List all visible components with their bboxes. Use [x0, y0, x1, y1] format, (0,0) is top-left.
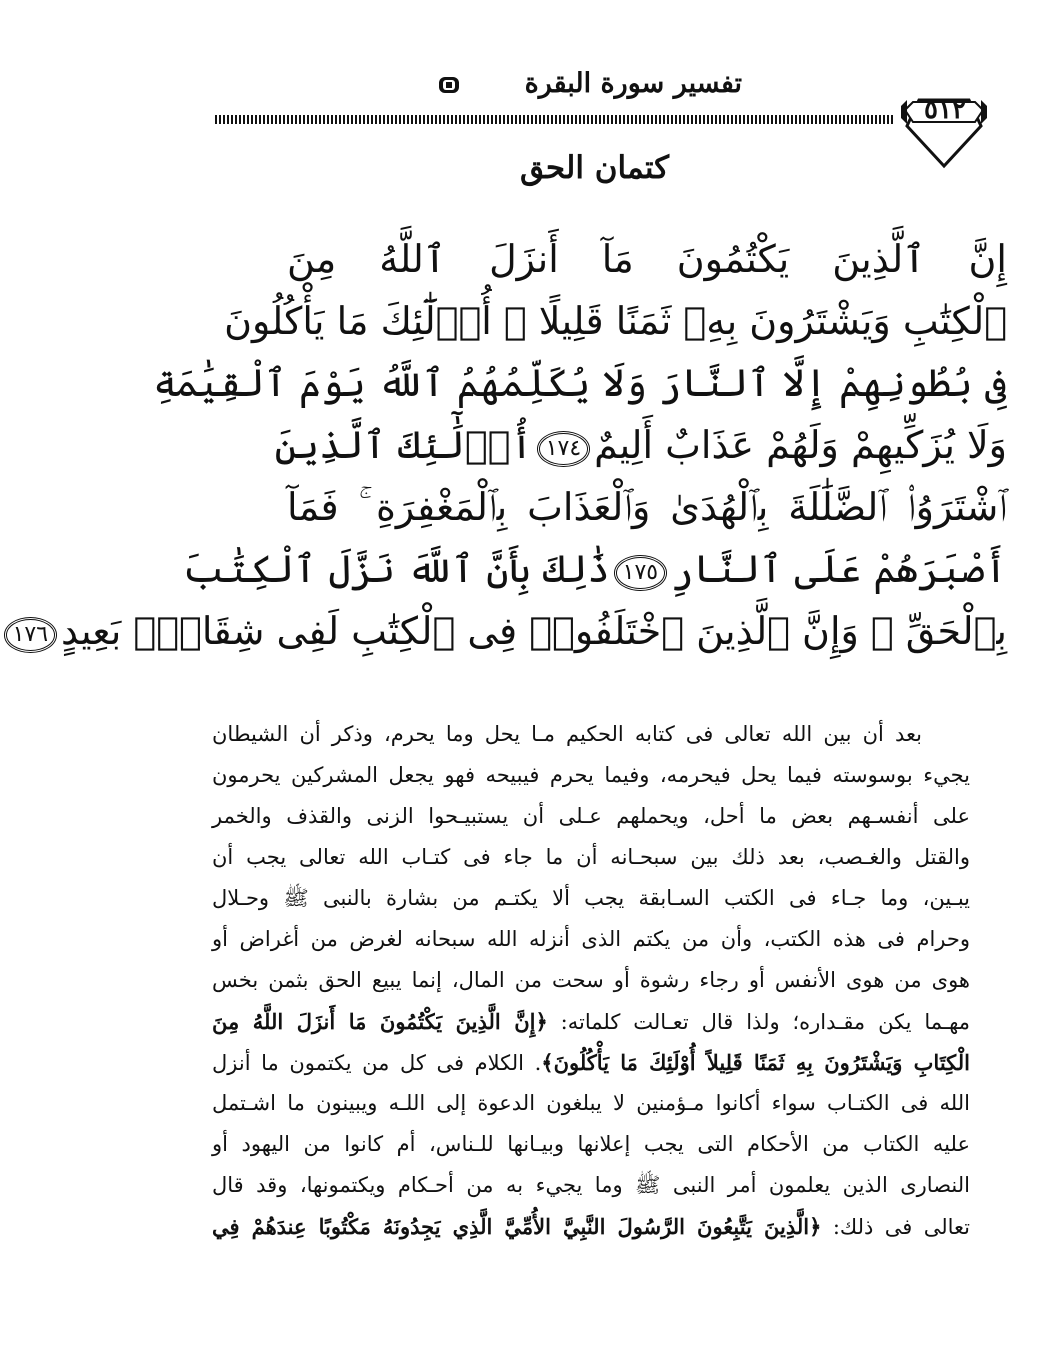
- verse-line: أَصْبَرَهُمْ عَلَى ٱلنَّارِ١٧٥ذَٰلِكَ بِأَنَّ ٱللَّهَ نَزَّلَ ٱلْكِتَٰبَ: [182, 547, 1007, 591]
- ayah-number-mark: ١٧٥: [614, 555, 667, 591]
- commentary-text: [212, 714, 970, 1247]
- paragraph-line: يجيء بوسوسته فيما يحل فيحرمه، وفيما يحرم فيبيحه فهو يجعل المشركين يحرمون: [212, 763, 970, 787]
- paragraph-line: مهـما يكن مقـداره؛ ولذا قال تعـالت كلماته: ﴿إِنَّ الَّذِينَ يَكْتُمُونَ مَا أَنزَلَ اللَّهُ مِنَ: [212, 1009, 970, 1034]
- ornament-icon: [437, 74, 461, 96]
- verse-line: فِى بُطُونِهِمْ إِلَّا ٱلنَّارَ وَلَا يُكَلِّمُهُمُ ٱللَّهُ يَوْمَ ٱلْقِيَٰمَةِ: [153, 361, 1007, 405]
- ayah-number-mark: ١٧٦: [4, 617, 57, 653]
- paragraph-line: تعالى فى ذلك: ﴿الَّذِينَ يَتَّبِعُونَ الرَّسُولَ النَّبِيَّ الأُمِّيَّ الَّذِي يَجِدُونَهُ مَكْتُوبًا عِندَهُمْ فِي: [212, 1214, 970, 1239]
- header-rule: [215, 115, 895, 124]
- paragraph-line: النصارى الذين يعلمون أمر النبى ﷺ وما يجيء به من أحـكام ويكتمونها، وقد قال: [212, 1173, 970, 1197]
- paragraph-line: وحرام فى هذه الكتب، وأن من يكتم الذى أنزله الله سبحانه لغرض من أغراض أو: [212, 927, 970, 951]
- quran-verse-block: [12, 228, 1007, 662]
- quran-quote: الْكِتَابِ وَيَشْتَرُونَ بِهِ ثَمَنًا قَلِيلاً أُوْلَئِكَ مَا يَأْكُلُونَ﴾: [541, 1050, 970, 1075]
- section-title: كتمان الحق: [520, 150, 669, 186]
- quran-quote: ﴿الَّذِينَ يَتَّبِعُونَ الرَّسُولَ النَّبِيَّ الأُمِّيَّ الَّذِي يَجِدُونَهُ مَكْتُوبًا عِندَهُمْ فِي: [212, 1214, 822, 1239]
- verse-line: ٱلْكِتَٰبِ وَيَشْتَرُونَ بِهِۦ ثَمَنًا قَلِيلًا ۙ أُو۟لَٰٓئِكَ مَا يَأْكُلُونَ: [224, 299, 1007, 343]
- paragraph-line: الْكِتَابِ وَيَشْتَرُونَ بِهِ ثَمَنًا قَلِيلاً أُوْلَئِكَ مَا يَأْكُلُونَ﴾. الكلام فى كل من يكتمون ما أنزل: [212, 1050, 970, 1075]
- paragraph-line: الله فى الكتـاب سواء أكانوا مـؤمنين لا يبلغون الدعوة إلى اللـه ويبينون ما اشـتمل: [212, 1091, 970, 1115]
- quran-quote: ﴿إِنَّ الَّذِينَ يَكْتُمُونَ مَا أَنزَلَ اللَّهُ مِنَ: [212, 1009, 548, 1034]
- paragraph-line: على أنفسـهم بعض ما أحل، ويحملهم عـلى أن يستبيـحوا الزنى والقذف والخمر: [212, 804, 970, 828]
- paragraph-line: هوى من هوى الأنفس أو رجاء رشوة أو سحت من المال، إنما يبيع الحق بثمن بخس: [212, 968, 970, 992]
- paragraph-line: والقتل والغـصب، بعد ذلك بين سبحـانه أن ما جاء فى كتـاب الله تعالى يجب أن: [212, 845, 970, 869]
- verse-line: إِنَّ ٱلَّذِينَ يَكْتُمُونَ مَآ أَنزَلَ ٱللَّهُ مِنَ: [287, 237, 1007, 281]
- verse-line: وَلَا يُزَكِّيهِمْ وَلَهُمْ عَذَابٌ أَلِيمٌ١٧٤أُو۟لَٰٓئِكَ ٱلَّذِينَ: [274, 423, 1007, 467]
- page-number: ٥١٢: [924, 95, 966, 125]
- paragraph-line: بعد أن بين الله تعالى فى كتابه الحكيم مـا يحل وما يحرم، وذكر أن الشيطان: [212, 722, 922, 746]
- paragraph-line: عليه الكتاب من الأحكام التى يجب إعلانها وبيـانها للـناس، أم كانوا من اليهود أو: [212, 1132, 970, 1156]
- running-header-title: تفسير سورة البقرة: [524, 68, 742, 99]
- ayah-number-mark: ١٧٤: [537, 431, 590, 467]
- paragraph-line: يبـين، وما جـاء فى الكتب السـابقة يجب ألا يكتـم من بشارة بالنبى ﷺ وحـلال: [212, 886, 970, 910]
- verse-line: بِٱلْحَقِّ ۗ وَإِنَّ ٱلَّذِينَ ٱخْتَلَفُوا۟ فِى ٱلْكِتَٰبِ لَفِى شِقَاقٍۭ بَعِيدٍ١٧٦: [287, 600, 1007, 662]
- verse-line: ٱشْتَرَوُا۟ ٱلضَّلَٰلَةَ بِٱلْهُدَىٰ وَٱلْعَذَابَ بِٱلْمَغْفِرَةِ ۚ فَمَآ: [287, 485, 1007, 529]
